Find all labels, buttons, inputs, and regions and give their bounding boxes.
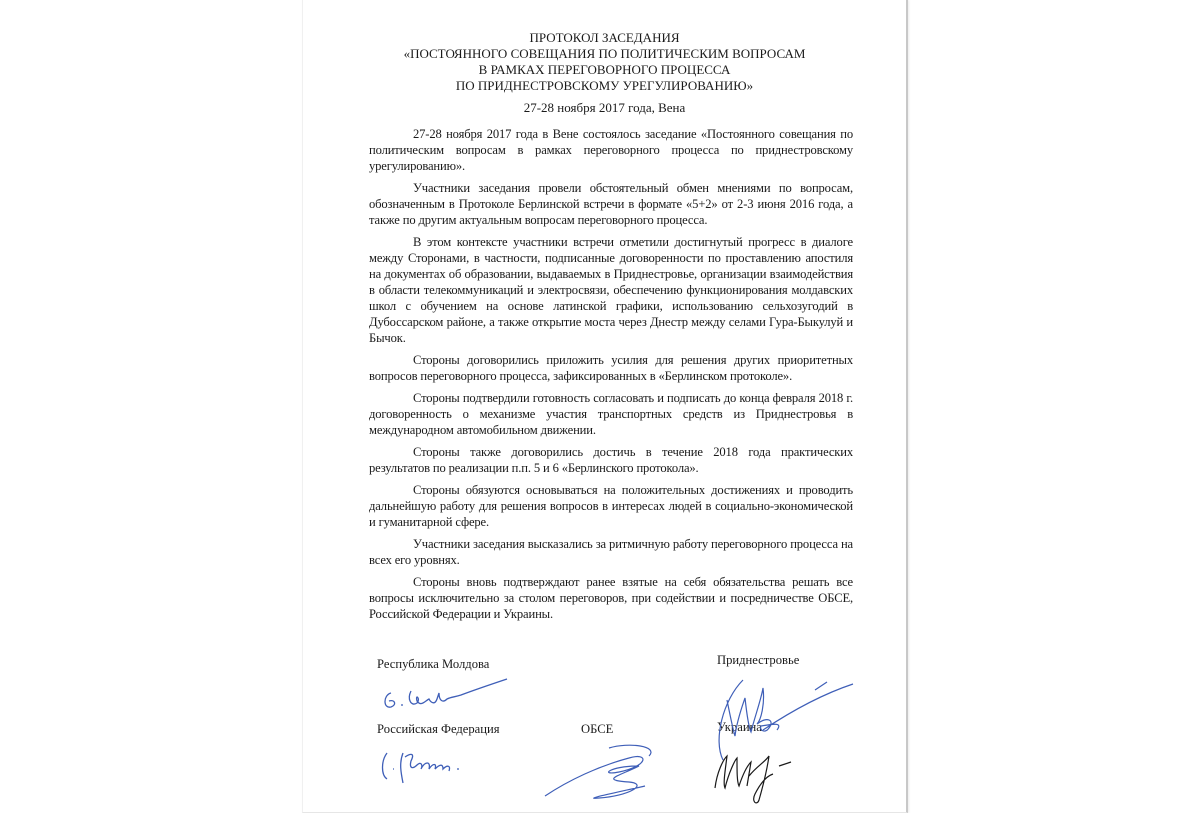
signature-block: [303, 652, 906, 802]
document-title: [303, 30, 906, 94]
paragraph: Стороны вновь подтверждают ранее взятые на себя обязательства решать все вопросы исключительно за столом переговоров, при содействии и посредничестве ОБСЕ, Российской Федерации и Украины.: [369, 575, 853, 621]
date-place: 27-28 ноября 2017 года, Вена: [523, 100, 686, 115]
signature-moldova: [377, 673, 517, 713]
title-line: ПРОТОКОЛ ЗАСЕДАНИЯ: [529, 30, 680, 45]
paragraph: Участники заседания провели обстоятельный обмен мнениями по вопросам, обозначенным в Протоколе Берлинской встречи в формате «5+2» от 2-3 июня 2016 года, а также по другим актуальным вопросам переговорного процесса.: [369, 181, 853, 227]
document-page: [302, 0, 908, 813]
title-line: «ПОСТОЯННОГО СОВЕЩАНИЯ ПО ПОЛИТИЧЕСКИМ ВОПРОСАМ: [403, 46, 806, 61]
signature-russia: [377, 739, 487, 789]
signatory-moldova: Республика Молдова: [377, 657, 490, 671]
paragraph: В этом контексте участники встречи отметили достигнутый прогресс в диалоге между Сторонами, в частности, подписанные договоренности по проставлению апостиля на документах об образовании, выдаваемых в Приднестровье, организации взаимодействия в области телекоммуникаций и электросвязи, обеспечению функционирования молдавских школ с обучением на основе латинской графики, использованию сельхозугодий в Дубоссарском районе, а также открытие моста через Днестр между селами Гура-Быкулуй и Бычок.: [369, 235, 853, 345]
signatory-osce: ОБСЕ: [581, 722, 614, 736]
signatory-transnistria: Приднестровье: [717, 653, 800, 667]
paragraph: Стороны также договорились достичь в течение 2018 года практических результатов по реализации п.п. 5 и 6 «Берлинского протокола».: [369, 445, 853, 475]
signature-osce: [539, 736, 679, 806]
signatory-ukraine: Украина: [717, 720, 762, 734]
paragraph: Участники заседания высказались за ритмичную работу переговорного процесса на всех его уровнях.: [369, 537, 853, 567]
paragraph: Стороны договорились приложить усилия для решения других приоритетных вопросов переговорного процесса, зафиксированных в «Берлинском протоколе».: [369, 353, 853, 383]
title-line: ПО ПРИДНЕСТРОВСКОМУ УРЕГУЛИРОВАНИЮ»: [455, 78, 754, 93]
document-body: [369, 126, 853, 622]
signature-ukraine: [707, 736, 827, 806]
paragraph: Стороны подтвердили готовность согласовать и подписать до конца февраля 2018 г. договоренность о механизме участия транспортных средств из Приднестровья в международном автомобильном движении.: [369, 391, 853, 437]
title-line: В РАМКАХ ПЕРЕГОВОРНОГО ПРОЦЕССА: [478, 62, 731, 77]
paragraph: Стороны обязуются основываться на положительных достижениях и проводить дальнейшую работу для решения вопросов в интересах людей в социально-экономической и гуманитарной сфере.: [369, 483, 853, 529]
paragraph: 27-28 ноября 2017 года в Вене состоялось заседание «Постоянного совещания по политическим вопросам в рамках переговорного процесса по приднестровскому урегулированию».: [369, 127, 853, 173]
signatory-russia: Российская Федерация: [377, 722, 500, 736]
